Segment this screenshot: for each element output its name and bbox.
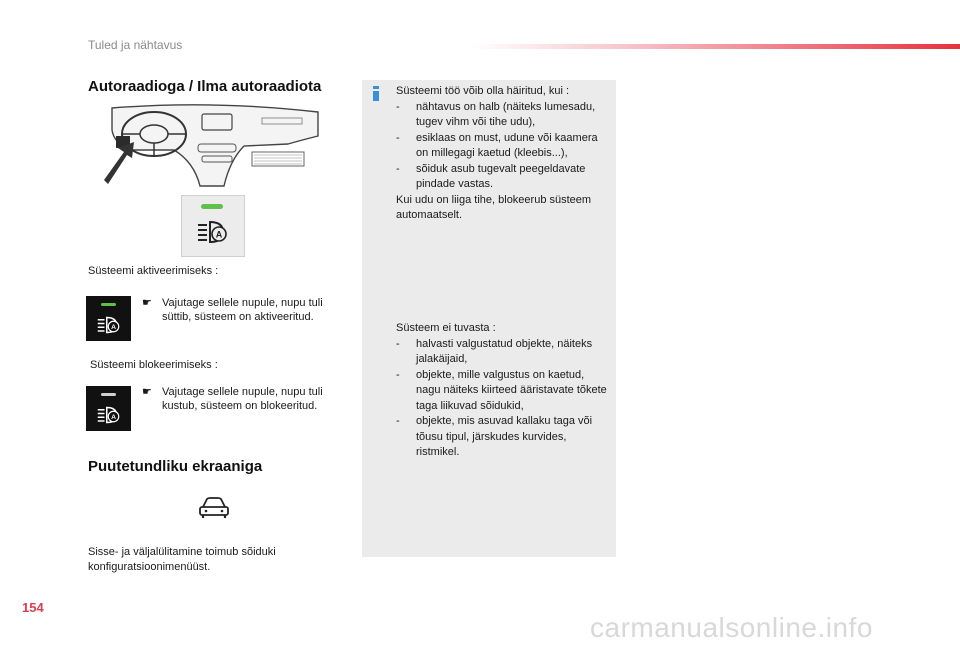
page-number: 154 bbox=[22, 600, 44, 615]
note-item: - halvasti valgustatud objekte, näiteks jalakäijaid, bbox=[396, 337, 593, 365]
note-limitations bbox=[396, 321, 610, 461]
dashboard-illustration bbox=[102, 100, 324, 190]
indicator-led-on bbox=[101, 303, 116, 306]
svg-text:A: A bbox=[215, 229, 223, 240]
activate-label: Süsteemi aktiveerimiseks : bbox=[88, 265, 219, 277]
watermark: carmanualsonline.info bbox=[590, 612, 873, 643]
activate-text: Vajutage sellele nupule, nupu tuli süttib, süsteem on aktiveeritud. bbox=[162, 297, 323, 323]
pointer-hand-icon: ☛ bbox=[142, 297, 152, 309]
car-icon bbox=[198, 496, 230, 525]
svg-text:A: A bbox=[111, 324, 116, 332]
svg-text:A: A bbox=[111, 414, 116, 422]
note-intro: Süsteemi töö võib olla häiritud, kui : bbox=[396, 85, 570, 97]
touchscreen-text bbox=[88, 545, 276, 575]
pointer-hand-icon: ☛ bbox=[142, 386, 152, 398]
note-item: - sõiduk asub tugevalt peegeldavate pindade vastas. bbox=[396, 162, 586, 190]
info-icon bbox=[373, 86, 379, 101]
section-heading-radio: Autoraadioga / Ilma autoraadiota bbox=[88, 78, 322, 95]
indicator-led-on bbox=[201, 204, 223, 209]
note-intro-2: Süsteem ei tuvasta : bbox=[396, 322, 496, 334]
note-outro: Kui udu on liiga tihe, blokeerub süsteem automaatselt. bbox=[396, 193, 592, 221]
section-heading-touchscreen: Puutetundliku ekraaniga bbox=[88, 458, 263, 475]
button-off-illustration bbox=[86, 386, 131, 431]
auto-high-beam-icon bbox=[96, 406, 122, 429]
note-item: - objekte, mille valgustus on kaetud, nagu näiteks kiirteed ääristavate tõkete taga liikuvad sõidukid, bbox=[396, 368, 607, 412]
deactivate-text: Vajutage sellele nupule, nupu tuli kustub, süsteem on blokeeritud. bbox=[162, 386, 323, 412]
note-item: - objekte, mis asuvad kallaku taga või tõusu tipul, järskudes kurvides, ristmikel. bbox=[396, 415, 593, 458]
touchscreen-text-line1: Sisse- ja väljalülitamine toimub sõiduki bbox=[88, 546, 276, 558]
button-on-illustration bbox=[86, 296, 131, 341]
touchscreen-text-line2: konfiguratsioonimenüüst. bbox=[88, 561, 211, 573]
deactivate-label: Süsteemi blokeerimiseks : bbox=[90, 359, 218, 371]
deactivate-instruction bbox=[142, 385, 342, 413]
note-conditions bbox=[396, 84, 610, 224]
note-item: - nähtavus on halb (näiteks lumesadu, tugev vihm või tihe udu), bbox=[396, 100, 596, 128]
auto-high-beam-icon bbox=[196, 220, 230, 249]
auto-high-beam-icon bbox=[96, 316, 122, 339]
running-header: Tuled ja nähtavus bbox=[88, 38, 183, 52]
auto-high-beam-button-large bbox=[181, 195, 245, 257]
indicator-led-off bbox=[101, 393, 116, 396]
note-item: - esiklaas on must, udune või kaamera on millegagi kaetud (kleebis...), bbox=[396, 131, 598, 159]
activate-instruction bbox=[142, 296, 342, 324]
header-accent-bar bbox=[470, 44, 960, 49]
